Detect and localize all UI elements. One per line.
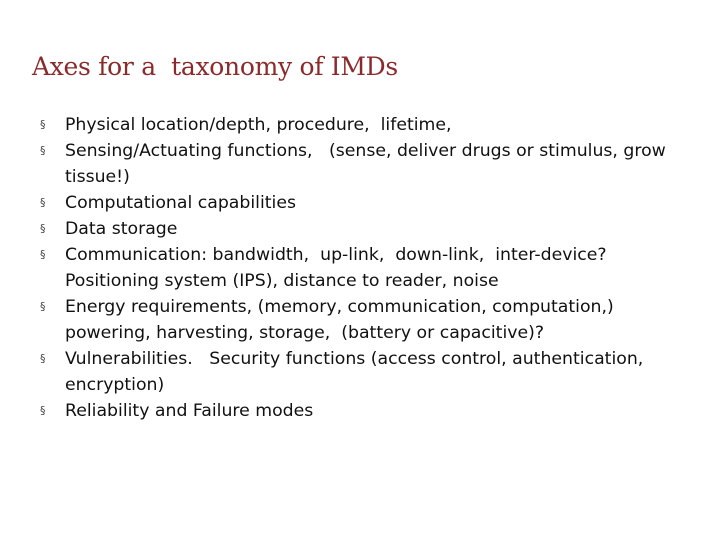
square-bullet-icon: §: [40, 144, 46, 157]
bullet-text: Sensing/Actuating functions, (sense, deliver drugs or stimulus, grow tissue!): [65, 141, 672, 187]
bullet-item-reliability: [40, 398, 680, 424]
square-bullet-icon: §: [40, 300, 46, 313]
square-bullet-icon: §: [40, 352, 46, 365]
bullet-text: Data storage: [65, 219, 178, 239]
square-bullet-icon: §: [40, 118, 46, 131]
bullet-text: Computational capabilities: [65, 193, 296, 213]
square-bullet-icon: §: [40, 404, 46, 417]
slide-title: Axes for a taxonomy of IMDs: [32, 52, 398, 81]
bullet-item-communication: [40, 242, 680, 294]
square-bullet-icon: §: [40, 196, 46, 209]
square-bullet-icon: §: [40, 222, 46, 235]
bullet-text: Vulnerabilities. Security functions (access control, authentication, encryption): [65, 349, 649, 395]
bullet-item-physical-location: [40, 112, 680, 138]
bullet-item-computational: [40, 190, 680, 216]
bullet-text: Communication: bandwidth, up-link, down-link, inter-device? Positioning system (IPS), distance to reader, noise: [65, 245, 613, 291]
square-bullet-icon: §: [40, 248, 46, 261]
bullet-text: Energy requirements, (memory, communication, computation,) powering, harvesting, storage, (battery or capacitive)?: [65, 297, 620, 343]
bullet-list: [40, 112, 680, 424]
bullet-item-data-storage: [40, 216, 680, 242]
bullet-item-vulnerabilities: [40, 346, 680, 398]
bullet-text: Reliability and Failure modes: [65, 401, 314, 421]
bullet-text: Physical location/depth, procedure, lifetime,: [65, 115, 452, 135]
bullet-item-sensing-actuating: [40, 138, 680, 190]
bullet-item-energy: [40, 294, 680, 346]
